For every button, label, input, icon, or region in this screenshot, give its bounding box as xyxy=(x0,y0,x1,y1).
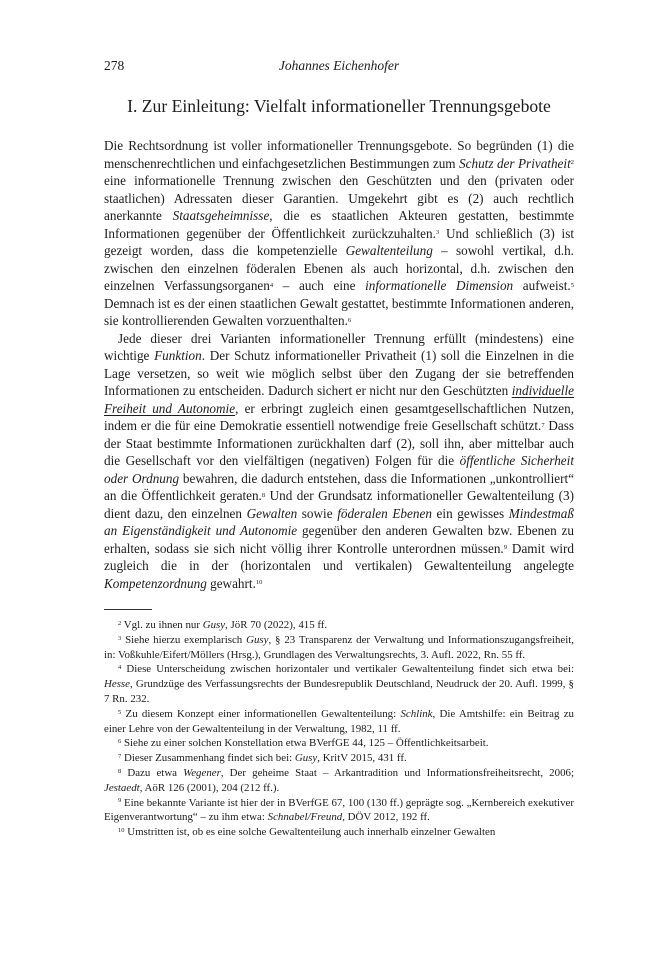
paragraph xyxy=(104,137,574,330)
text-run: ein gewisses xyxy=(431,505,509,521)
text-run: Die Rechtsordnung ist voller informationeller Trennungsgebote. So begründen (1) die menschenrechtlichen und einfachgesetzlichen Bestimmungen zum xyxy=(104,138,574,171)
footnote xyxy=(104,662,574,706)
emphasis-text: Mindestmaß an Eigenständigkeit und Autonomie xyxy=(104,505,574,538)
running-head: Johannes Eichenhofer xyxy=(278,58,400,73)
emphasis-text: Schnabel/Freund xyxy=(267,811,343,824)
emphasis-text: informationelle Dimension xyxy=(365,278,514,293)
footnote-marker: 6 xyxy=(118,738,122,746)
emphasis-text: öffentliche Sicherheit oder Ordnung xyxy=(104,453,574,486)
footnote-marker: 10 xyxy=(255,579,263,587)
text-run: , die es staatlichen Akteuren gestatten, bestimmte Informationen gegenüber der Öffentlichkeit zurückzuhalten. xyxy=(104,208,574,241)
page-number: 278 xyxy=(104,58,125,73)
footnote-marker: 10 xyxy=(118,826,125,834)
footnote-marker: 9 xyxy=(503,544,507,552)
text-run: , KritV 2015, 431 ff. xyxy=(317,752,407,765)
footnote-marker: 2 xyxy=(118,619,122,627)
footnote-marker: 4 xyxy=(269,281,274,289)
footnote-marker: 2 xyxy=(570,159,574,167)
footnote-marker: 8 xyxy=(261,491,266,499)
footnote xyxy=(104,766,574,796)
text-run: Dass der Staat bestimmte Informationen zurückhalten darf (2), soll ihn, aber mittelbar auch die Gesellschaft vor den vielfältigen (negativen) Folgen für die xyxy=(104,418,574,468)
footnote xyxy=(104,707,574,737)
footnote-marker: 9 xyxy=(118,797,122,805)
text-run: Siehe zu einer solchen Konstellation etwa BVerfGE 44, 125 – Öffentlichkeitsarbeit. xyxy=(121,737,489,750)
text-run: , AöR 126 (2001), 204 (212 ff.). xyxy=(139,781,280,794)
text-run: Und der Grundsatz informationeller Gewaltenteilung (3) dient dazu, den einzelnen xyxy=(104,488,575,521)
text-run: Umstritten ist, ob es eine solche Gewaltenteilung auch innerhalb einzelner Gewalten xyxy=(124,826,496,839)
emphasis-text: Wegener xyxy=(183,766,221,779)
footnote-marker: 8 xyxy=(118,767,122,775)
footnote xyxy=(104,736,574,751)
footnote-marker: 5 xyxy=(118,708,122,716)
emphasis-text: Staatsgeheimnisse xyxy=(172,208,270,223)
footnote-marker: 4 xyxy=(118,664,122,672)
footnote xyxy=(104,618,574,633)
footnote-marker: 7 xyxy=(118,752,122,760)
text-run: – auch eine xyxy=(273,278,366,293)
text-run: , § 23 Transparenz der Verwaltung und Informationszugangsfreiheit, in: Voßkuhle/Eifert/Möllers (Hrsg.), Grundlagen des Verwaltungsrechts, 3. Aufl. 2022, Rn. 55 ff. xyxy=(104,633,574,661)
paragraph xyxy=(104,330,574,593)
emphasis-text: Gewaltenteilung xyxy=(345,243,433,258)
text-run: , Die Amtshilfe: ein Beitrag zu einer Lehre von der Gewaltenteilung in der Verwaltung, 1982, 11 ff. xyxy=(104,707,574,735)
footnote-separator xyxy=(104,609,152,610)
footnotes xyxy=(104,618,574,840)
text-run: Diese Unterscheidung zwischen horizontaler und vertikaler Gewaltenteilung findet sich etwa bei: xyxy=(121,663,574,676)
text-run: gegenüber den anderen Gewalten bzw. Ebenen zu erhalten, sodass sie sich nicht völlig ihrer Kontrolle unterordnen müssen. xyxy=(104,523,575,556)
text-run: sowie xyxy=(297,505,338,521)
text-run: , Der geheime Staat – Arkantradition und Informationsfreiheitsrecht, 2006; xyxy=(220,766,574,779)
footnote-marker: 7 xyxy=(541,421,545,429)
text-run: Und schließlich (3) ist gezeigt worden, dass die kompetenzielle xyxy=(104,225,574,258)
text-run: aufweist. xyxy=(513,278,571,293)
footnote-marker: 3 xyxy=(118,634,122,642)
footnote-marker: 3 xyxy=(435,229,440,237)
text-run: Demnach ist es der einen staatlichen Gewalt gestattet, bestimmte Informationen anderen, sie kontrollierenden Gewalten vorzuenthalten. xyxy=(104,295,574,328)
text-run: Eine bekannte Variante ist hier der in BVerfGE 67, 100 (130 ff.) geprägte sog. „Kernbereich exekutiver Eigenverantwortung“ – zu ihm etwa: xyxy=(104,796,574,824)
emphasis-text: Kompetenzordnung xyxy=(104,575,207,591)
footnote-marker: 5 xyxy=(570,281,574,289)
body-text xyxy=(104,137,574,592)
text-run: Damit wird zugleich die in der (horizontalen und vertikalen) Gewaltenteilung angelegte xyxy=(104,540,575,573)
text-run: Jede dieser drei Varianten informationeller Trennung erfüllt (mindestens) eine wichtige xyxy=(104,330,574,363)
text-run: gewahrt. xyxy=(206,575,256,591)
text-run: , Grundzüge des Verfassungsrechts der Bundesrepublik Deutschland, Neudruck der 20. Aufl. 1999, § 7 Rn. 232. xyxy=(104,678,574,705)
footnote xyxy=(104,796,574,826)
emphasis-text: föderalen Ebenen xyxy=(337,505,432,521)
emphasis-text: Hesse xyxy=(104,678,131,691)
text-run: , er erbringt zugleich einen gesamtgesellschaftlichen Nutzen, indem er die für eine Demokratie essentiell notwendige freie Gesellschaft schützt. xyxy=(104,400,575,433)
text-run: , DÖV 2012, 192 ff. xyxy=(342,811,430,824)
section-heading: I. Zur Einleitung: Vielfalt informationeller Trennungsgebote xyxy=(127,96,551,116)
emphasis-text: Schlink xyxy=(400,707,433,720)
emphasis-text: Schutz der Privatheit xyxy=(459,155,571,171)
footnote xyxy=(104,825,574,840)
page-header xyxy=(104,58,574,78)
text-run: Vgl. zu ihnen nur xyxy=(121,619,203,631)
text-run: Dazu etwa xyxy=(121,766,184,779)
text-run: Dieser Zusammenhang findet sich bei: xyxy=(121,752,295,765)
emphasis-text: Gusy xyxy=(202,619,226,631)
text-run: eine informationelle Trennung zwischen den Geschützten und den (privaten oder staatlichen) Adressaten dieser Garantien. Umgekehrt gibt es (2) auch rechtlich anerkannte xyxy=(104,173,574,223)
text-run: bewahren, die dadurch entstehen, dass die Informationen „unkontrolliert“ an die Öffentlichkeit geraten. xyxy=(104,470,575,503)
text-run: . Der Schutz informationeller Privatheit (1) soll die Einzelnen in die Lage versetzen, so weit wie möglich selbst über den Zugang der sie betreffenden Informationen zu entscheiden. Dadurch sichert er nicht nur den Geschützten xyxy=(104,348,574,398)
footnote xyxy=(104,751,574,766)
emphasis-text: Gewalten xyxy=(246,505,298,521)
text-run: Siehe hierzu exemplarisch xyxy=(121,633,247,646)
text-run: – sowohl vertikal, d.h. zwischen den einzelnen föderalen Ebenen als auch horizontal, d.h. zwischen den einzelnen Verfassungsorganen xyxy=(104,243,574,293)
emphasis-text: Jestaedt xyxy=(104,781,140,794)
text-run: Zu diesem Konzept einer informationellen Gewaltenteilung: xyxy=(121,707,401,720)
emphasis-text: Funktion xyxy=(154,348,202,363)
emphasis-text: Gusy xyxy=(294,752,318,765)
text-run: , JöR 70 (2022), 415 ff. xyxy=(225,619,328,631)
footnote xyxy=(104,633,574,663)
footnote-marker: 6 xyxy=(347,316,352,324)
emphasis-text: individuelle Freiheit und Autonomie xyxy=(104,383,574,416)
emphasis-text: Gusy xyxy=(246,633,269,646)
